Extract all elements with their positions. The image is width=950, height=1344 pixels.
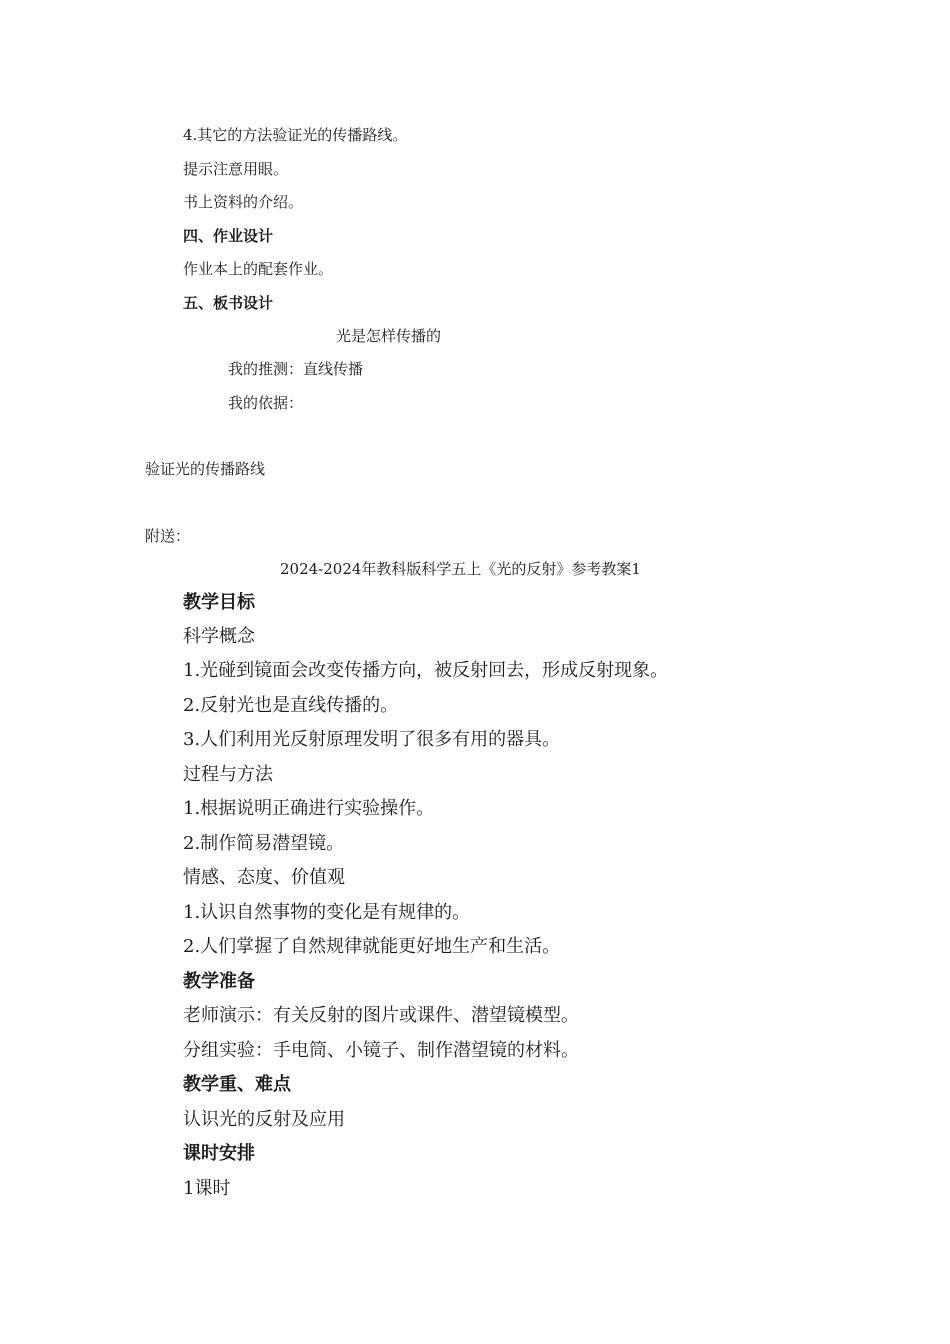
concept-1: 1.光碰到镜面会改变传播方向，被反射回去，形成反射现象。	[183, 660, 669, 681]
attitude-2: 2.人们掌握了自然规律就能更好地生产和生活。	[183, 936, 561, 957]
homework-heading: 四、作业设计	[183, 227, 274, 245]
concept-2: 2.反射光也是直线传播的。	[183, 695, 399, 716]
lesson-title: 2024-2024年教科版科学五上《光的反射》参考教案1	[280, 560, 641, 578]
eye-care-note: 提示注意用眼。	[183, 160, 289, 178]
prep-teacher: 老师演示：有关反射的图片或课件、潜望镜模型。	[183, 1005, 579, 1026]
focus-text: 认识光的反射及应用	[183, 1109, 345, 1130]
concept-3: 3.人们利用光反射原理发明了很多有用的器具。	[183, 729, 561, 750]
board-title: 光是怎样传播的	[336, 327, 442, 345]
schedule-heading: 课时安排	[183, 1143, 255, 1164]
process-methods-label: 过程与方法	[183, 764, 273, 785]
attitudes-label: 情感、态度、价值观	[183, 867, 345, 888]
board-design-heading: 五、板书设计	[183, 294, 274, 312]
book-materials-note: 书上资料的介绍。	[183, 193, 304, 211]
preparation-heading: 教学准备	[183, 971, 255, 992]
science-concepts-label: 科学概念	[183, 626, 255, 647]
attitude-1: 1.认识自然事物的变化是有规律的。	[183, 902, 471, 923]
method-1: 1.根据说明正确进行实验操作。	[183, 798, 435, 819]
schedule-text: 1课时	[183, 1178, 231, 1199]
prep-group: 分组实验：手电筒、小镜子、制作潜望镜的材料。	[183, 1040, 579, 1061]
verify-path-text: 验证光的传播路线	[145, 460, 266, 478]
board-guess: 我的推测：直线传播	[228, 360, 364, 378]
homework-text: 作业本上的配套作业。	[183, 260, 334, 278]
objectives-heading: 教学目标	[183, 592, 255, 613]
method-verify-line: 4.其它的方法验证光的传播路线。	[183, 126, 408, 144]
appendix-label: 附送：	[145, 527, 191, 545]
method-2: 2.制作简易潜望镜。	[183, 833, 345, 854]
focus-heading: 教学重、难点	[183, 1074, 291, 1095]
board-basis: 我的依据：	[228, 394, 304, 412]
